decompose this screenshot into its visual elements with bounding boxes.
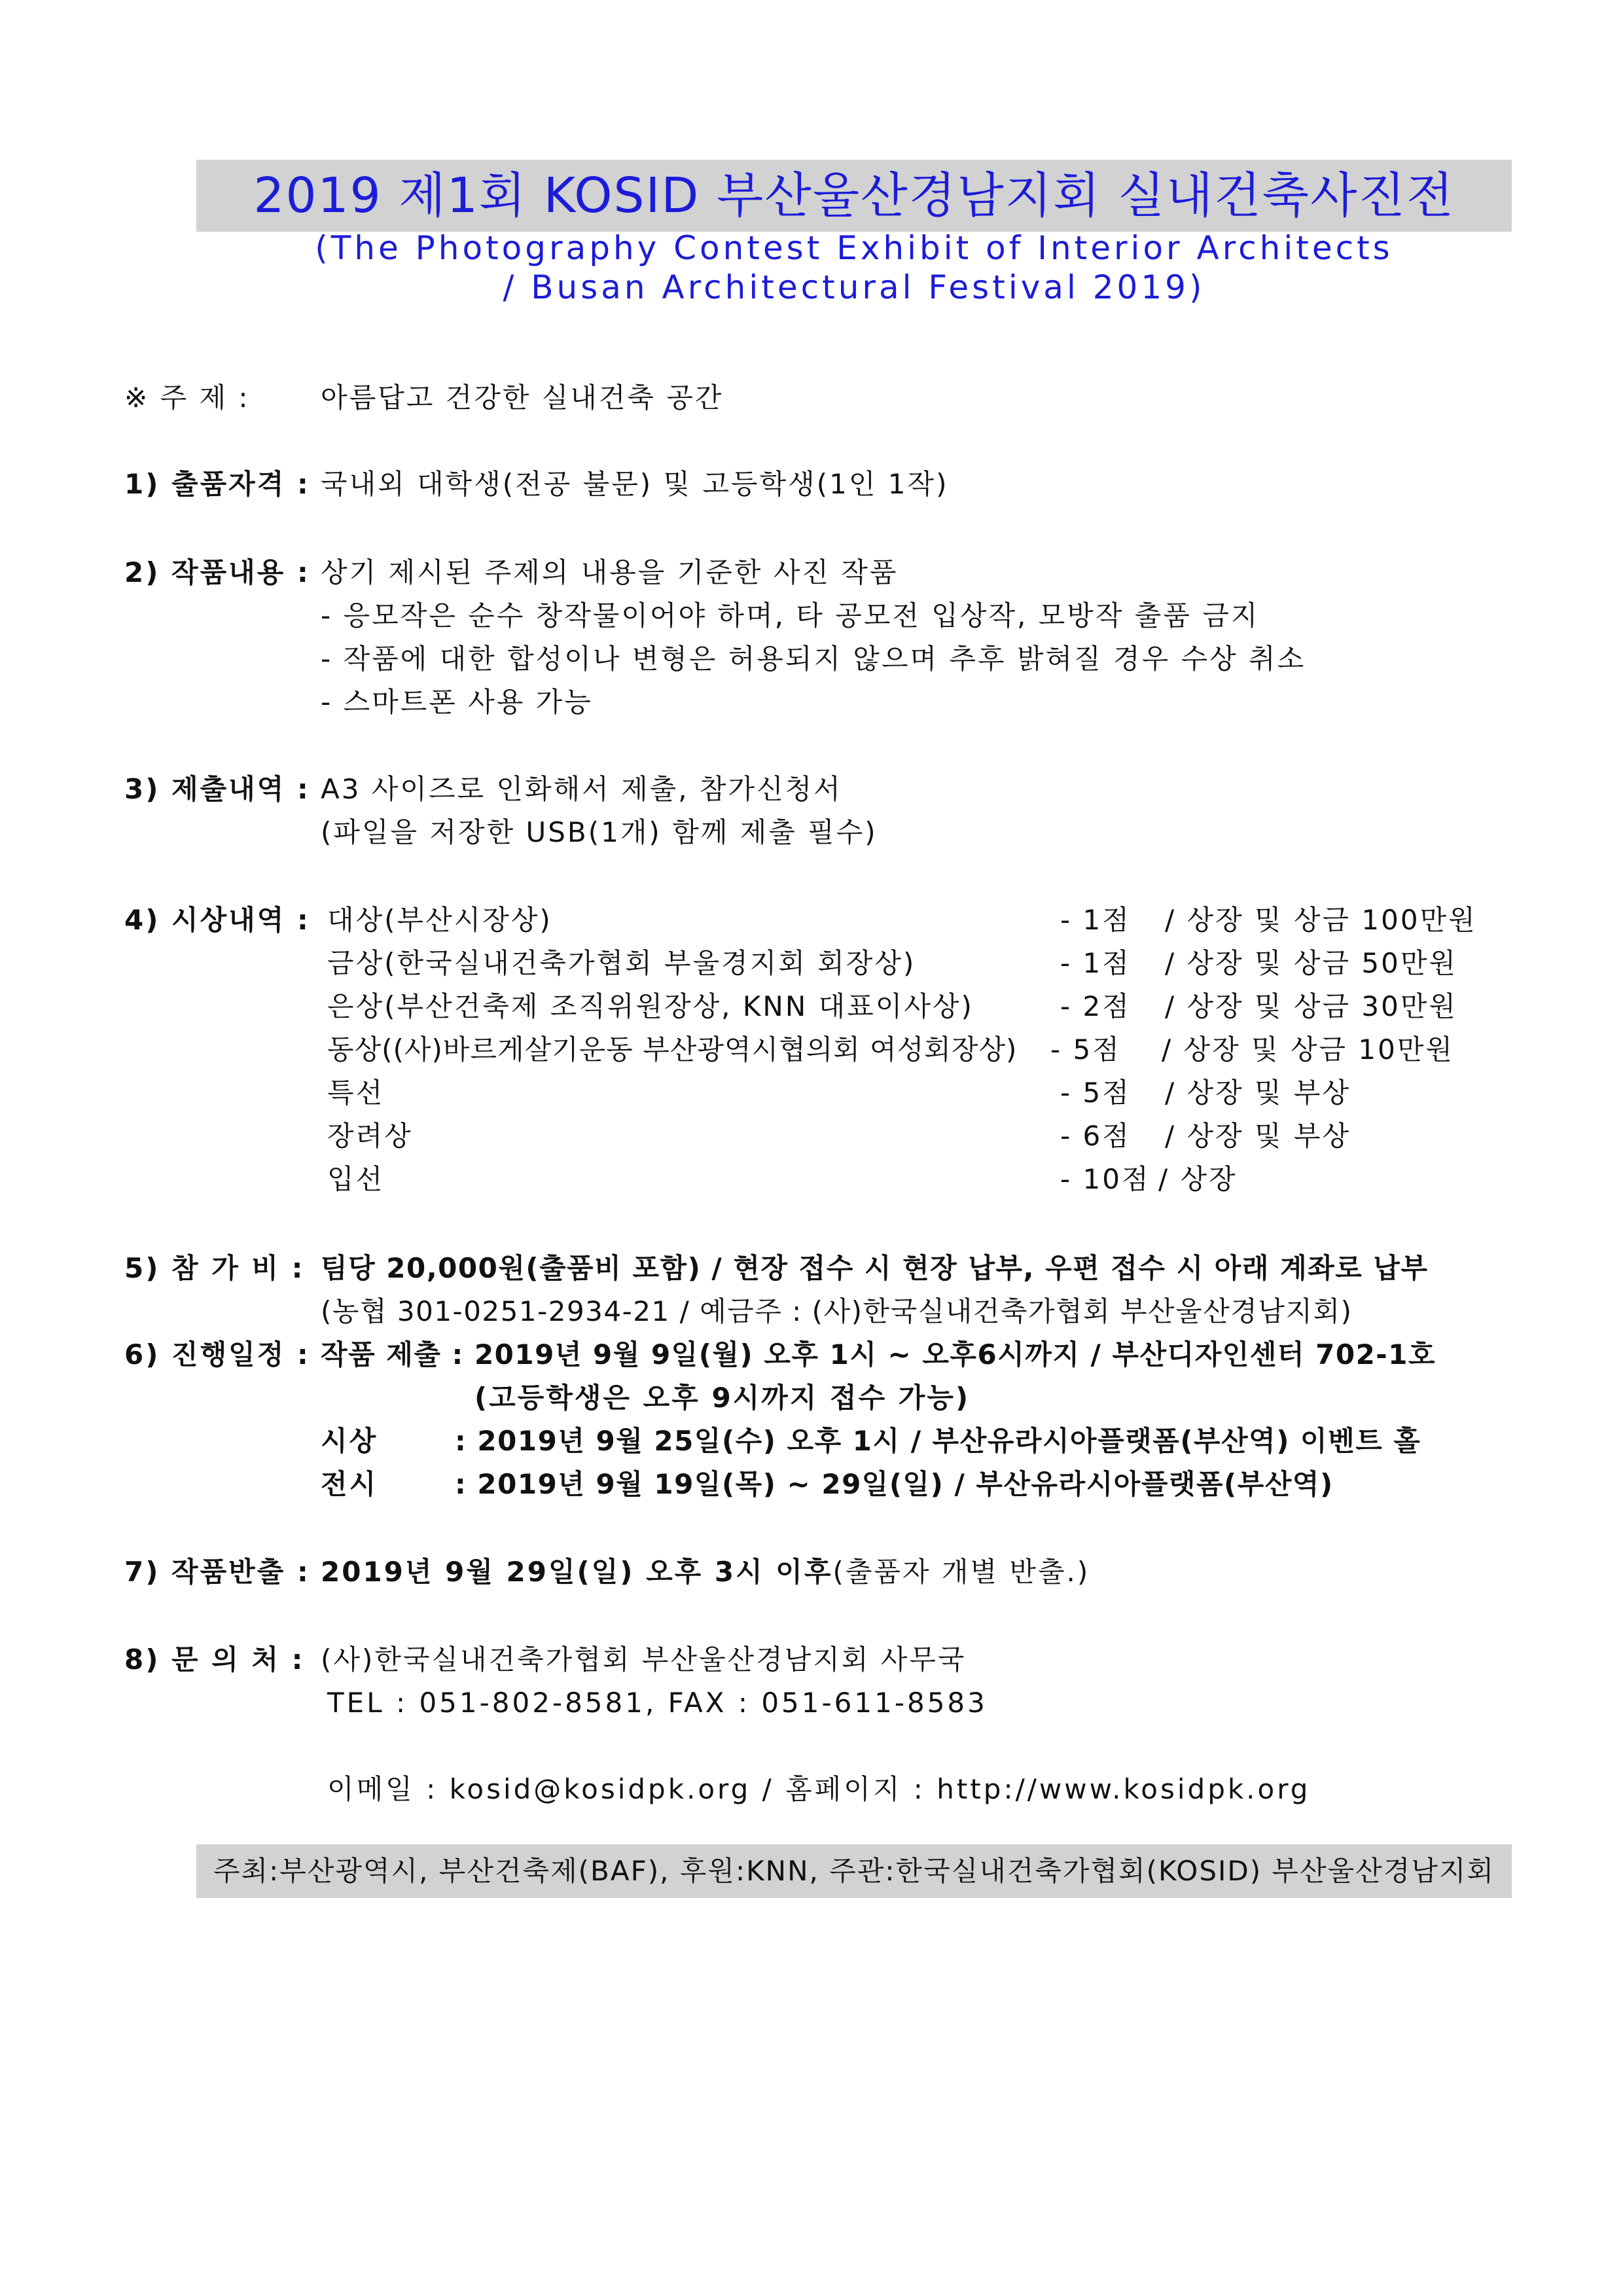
section-submission-value2: (파일을 저장한 USB(1개) 함께 제출 필수)	[321, 816, 878, 848]
prize-count: - 1점	[1060, 947, 1131, 979]
return-note: (출품자 개별 반출.)	[832, 1556, 1090, 1588]
section-content-item: - 작품에 대한 합성이나 변형은 허용되지 않으며 추후 밝혀질 경우 수상 취소	[321, 643, 1306, 675]
prize-reward: / 상장 및 상금 50만원	[1165, 947, 1458, 979]
contact-tel-fax: TEL : 051-802-8581, FAX : 051-611-8583	[327, 1687, 988, 1719]
section-submission-value: A3 사이즈로 인화해서 제출, 참가신청서	[321, 773, 842, 805]
section-fee-account: (농협 301-0251-2934-21 / 예금주 : (사)한국실내건축가협회 부산울산경남지회)	[321, 1295, 1353, 1327]
section-schedule-note: (고등학생은 오후 9시까지 접수 가능)	[474, 1382, 971, 1414]
section-awards-label: 4) 시상내역 :	[124, 904, 310, 936]
prize-name: 동상((사)바르게살기운동 부산광역시협의회 여성회장상)	[327, 1033, 1018, 1066]
schedule-award-label: 시상	[321, 1425, 378, 1457]
footer-sponsors: 주최:부산광역시, 부산건축제(BAF), 후원:KNN, 주관:한국실내건축가협회(KOSID) 부산울산경남지회	[213, 1855, 1495, 1887]
schedule-exhibit-label: 전시	[321, 1468, 378, 1500]
page-subtitle-line1: (The Photography Contest Exhibit of Interior Architects	[315, 229, 1393, 267]
prize-count: - 6점	[1060, 1120, 1131, 1152]
page-subtitle-line2: / Busan Architectural Festival 2019)	[503, 268, 1205, 306]
prize-reward: / 상장	[1158, 1163, 1238, 1195]
theme-value: 아름답고 건강한 실내건축 공간	[321, 382, 724, 414]
prize-reward: / 상장 및 상금 30만원	[1165, 990, 1458, 1022]
prize-name: 입선	[327, 1163, 385, 1195]
section-schedule-label: 6) 진행일정 :	[124, 1338, 310, 1371]
prize-name: 특선	[327, 1077, 385, 1109]
section-return-label: 7) 작품반출 :	[124, 1556, 310, 1588]
section-content-item: - 응모작은 순수 창작물이어야 하며, 타 공모전 입상작, 모방작 출품 금지	[321, 600, 1260, 632]
section-fee-label: 5) 참 가 비 :	[124, 1252, 305, 1284]
page-title: 2019 제1회 KOSID 부산울산경남지회 실내건축사진전	[253, 168, 1455, 224]
prize-name: 장려상	[327, 1120, 413, 1152]
return-date: 2019년 9월 29일(일) 오후 3시 이후	[321, 1556, 833, 1588]
prize-count: - 1점	[1060, 904, 1131, 936]
section-content-label: 2) 작품내용 :	[124, 556, 310, 588]
prize-reward: / 상장 및 상금 100만원	[1165, 904, 1477, 936]
section-content-value: 상기 제시된 주제의 내용을 기준한 사진 작품	[321, 556, 899, 588]
prize-count: - 10점	[1060, 1163, 1150, 1195]
section-contact-value: (사)한국실내건축가협회 부산울산경남지회 사무국	[321, 1643, 967, 1676]
section-return-value	[321, 1554, 1090, 1590]
section-eligibility-value: 국내외 대학생(전공 불문) 및 고등학생(1인 1작)	[321, 468, 949, 500]
prize-reward: / 상장 및 부상	[1165, 1077, 1351, 1109]
schedule-exhibit-value: : 2019년 9월 19일(목) ~ 29일(일) / 부산유라시아플랫폼(부산역)	[455, 1468, 1334, 1500]
section-schedule-submission: 작품 제출 : 2019년 9월 9일(월) 오후 1시 ~ 오후6시까지 / 부산디자인센터 702-1호	[321, 1338, 1436, 1371]
prize-count: - 2점	[1060, 990, 1131, 1022]
prize-reward: / 상장 및 상금 10만원	[1162, 1033, 1455, 1066]
section-submission-label: 3) 제출내역 :	[124, 773, 310, 805]
section-contact-label: 8) 문 의 처 :	[124, 1643, 305, 1676]
section-eligibility-label: 1) 출품자격 :	[124, 468, 310, 500]
contact-email-web: 이메일 : kosid@kosidpk.org / 홈페이지 : http://www.kosidpk.org	[327, 1773, 1311, 1805]
section-content-item: - 스마트폰 사용 가능	[321, 686, 593, 718]
schedule-award-value: : 2019년 9월 25일(수) 오후 1시 / 부산유라시아플랫폼(부산역) 이벤트 홀	[455, 1425, 1421, 1457]
theme-label: ※ 주 제 :	[124, 382, 250, 414]
prize-name: 금상(한국실내건축가협회 부울경지회 회장상)	[327, 947, 916, 979]
prize-name: 은상(부산건축제 조직위원장상, KNN 대표이사상)	[327, 990, 974, 1022]
prize-reward: / 상장 및 부상	[1165, 1120, 1351, 1152]
section-fee-value: 팀당 20,000원(출품비 포함) / 현장 접수 시 현장 납부, 우편 접수 시 아래 계좌로 납부	[321, 1252, 1429, 1284]
prize-count: - 5점	[1050, 1033, 1121, 1066]
prize-count: - 5점	[1060, 1077, 1131, 1109]
prize-name: 대상(부산시장상)	[327, 904, 552, 936]
